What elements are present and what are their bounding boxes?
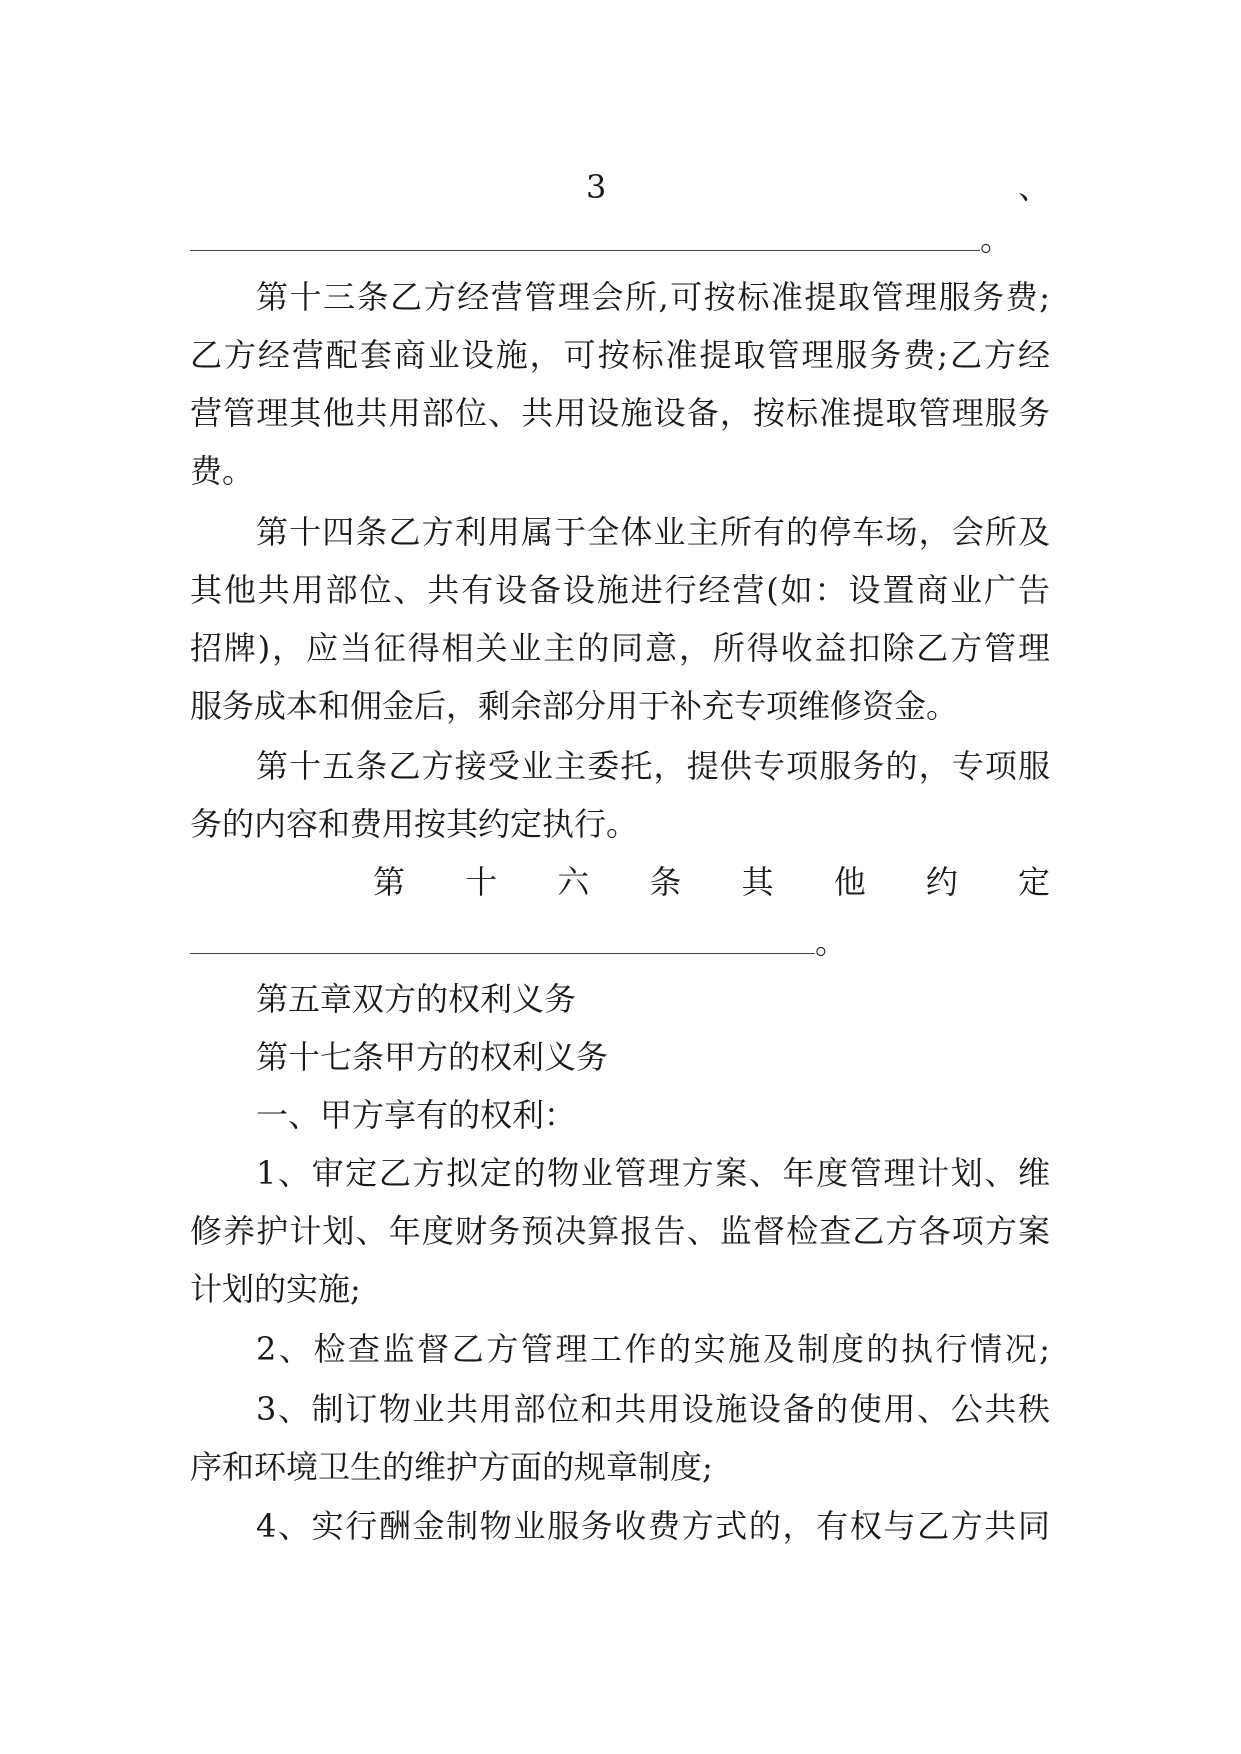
art17-item3-line-1: 3、制订物业共用部位和共用设施设备的使用、公共秩 [256,1390,1050,1428]
art16-char: 其 [741,863,774,901]
art16-char: 条 [649,863,682,901]
item-3-blank[interactable] [190,210,980,251]
art16-end: 。 [815,923,848,961]
art16-blank[interactable] [190,913,815,954]
art16-char: 十 [465,863,498,901]
item-3-mark: 、 [1017,168,1050,206]
item-3-blank-line [190,210,1012,268]
art16-char: 六 [557,863,590,901]
art13-line-4: 费。 [190,452,255,490]
art13-line-3: 营管理其他共用部位、共用设施设备，按标准提取管理服务 [190,394,1050,432]
item-3-end: 。 [980,220,1013,258]
art17-item3-line-2: 序和环境卫生的维护方面的规章制度; [190,1448,713,1486]
art17-sub-1: 一、甲方享有的权利： [256,1096,577,1134]
art15-line-1: 第十五条乙方接受业主委托，提供专项服务的，专项服 [256,747,1050,785]
art13-line-2: 乙方经营配套商业设施，可按标准提取管理服务费;乙方经 [190,336,1050,374]
art16-blank-line [190,913,847,971]
art14-line-3: 招牌)，应当征得相关业主的同意，所得收益扣除乙方管理 [190,629,1050,667]
art13-line-1: 第十三条乙方经营管理会所,可按标准提取管理服务费; [256,278,1050,316]
item-3-number-line [190,158,1050,216]
art16-title-line [373,853,1050,911]
art16-char: 第 [373,863,406,901]
art16-char: 定 [1017,863,1050,901]
item-3-number: 3 [586,168,607,206]
art17-item4-line-1: 4、实行酬金制物业服务收费方式的，有权与乙方共同 [256,1507,1050,1545]
art17-title: 第十七条甲方的权利义务 [256,1038,609,1076]
art17-item1-line-1: 1、审定乙方拟定的物业管理方案、年度管理计划、维 [256,1154,1050,1192]
art15-line-2: 务的内容和费用按其约定执行。 [190,805,639,843]
art14-line-1: 第十四条乙方利用属于全体业主所有的停车场，会所及 [256,513,1050,551]
art16-char: 约 [925,863,958,901]
art17-item1-line-3: 计划的实施; [190,1270,361,1308]
art14-line-2: 其他共用部位、共有设备设施进行经营(如：设置商业广告 [190,571,1050,609]
art14-line-4: 服务成本和佣金后，剩余部分用于补充专项维修资金。 [190,687,959,725]
art16-char: 他 [833,863,866,901]
art17-item2-line-1: 2、检查监督乙方管理工作的实施及制度的执行情况; [256,1330,1050,1368]
art17-item1-line-2: 修养护计划、年度财务预决算报告、监督检查乙方各项方案 [190,1212,1050,1250]
chapter-5-title: 第五章双方的权利义务 [256,980,577,1018]
